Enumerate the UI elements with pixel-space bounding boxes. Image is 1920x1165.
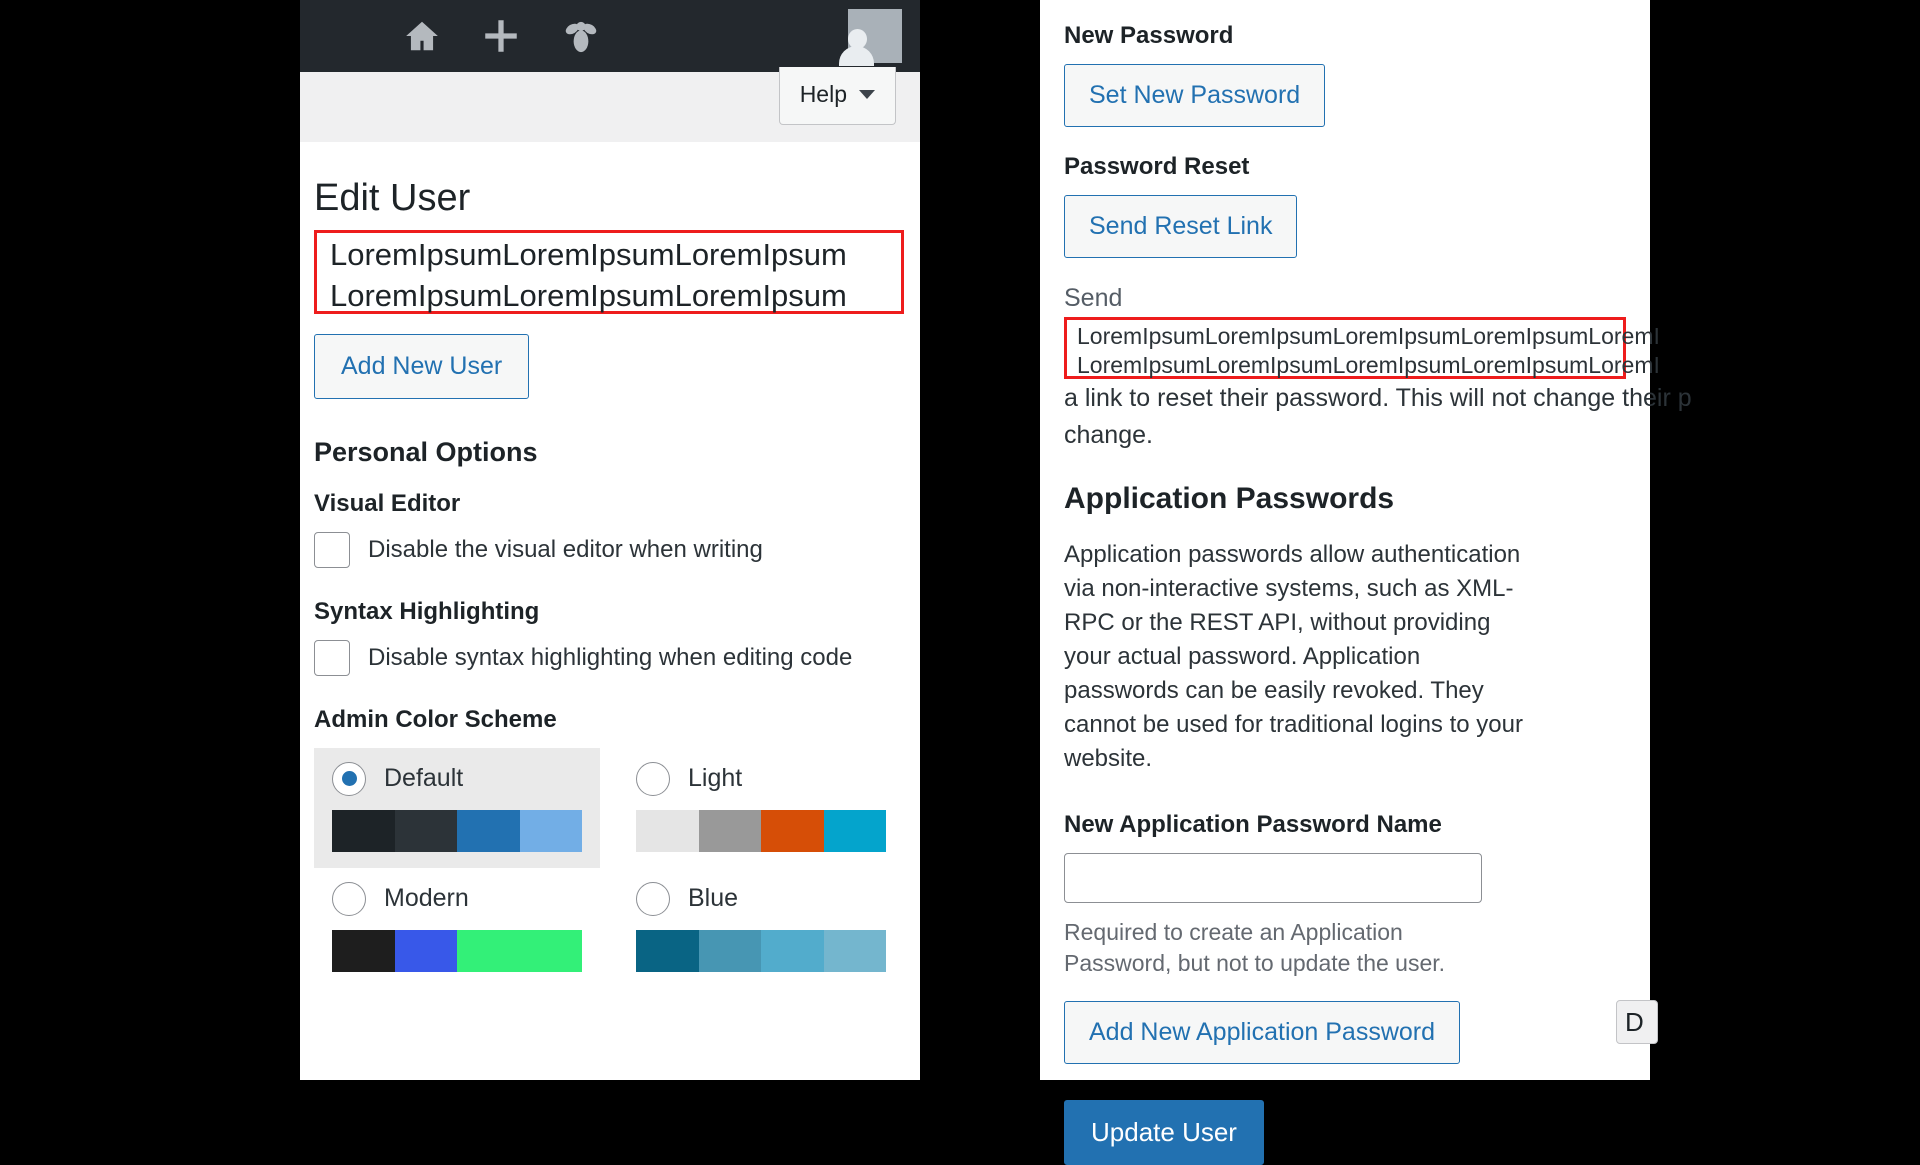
left-browser-panel [300,0,920,1080]
color-scheme-swatches [332,810,582,852]
admin-color-scheme-options [314,748,904,988]
lorem-line: LoremIpsumLoremIpsumLoremIpsum [330,236,847,272]
color-scheme-label: Modern [384,884,469,913]
help-button-label: Help [799,81,847,107]
hamburger-icon[interactable] [318,19,364,53]
left-content [300,176,920,988]
syntax-highlighting-heading: Syntax Highlighting [314,597,540,625]
application-passwords-title: Application Passwords [1064,482,1395,515]
disable-syntax-highlighting-checkbox[interactable] [314,640,350,676]
reset-description-line-2: change. [1064,420,1153,449]
color-scheme-option-default[interactable] [314,748,600,868]
wp-admin-bar [300,0,920,72]
set-new-password-button[interactable]: Set New Password [1064,64,1325,127]
bee-icon[interactable] [558,15,604,57]
lorem-line: LoremIpsumLoremIpsumLoremIpsum [330,277,847,313]
avatar[interactable] [848,9,902,63]
color-scheme-swatches [636,930,886,972]
visual-editor-heading: Visual Editor [314,489,461,517]
color-scheme-label: Blue [688,884,739,913]
lorem-line: LoremIpsumLoremIpsumLoremIpsumLoremIpsumLoremI [1077,352,1660,379]
page-title: Edit User [314,177,471,219]
color-scheme-option-light[interactable] [618,748,904,868]
color-scheme-label: Light [688,764,743,793]
home-icon[interactable] [400,17,444,55]
send-reset-link-button[interactable]: Send Reset Link [1064,195,1297,258]
highlighted-lorem-block-left [314,230,904,314]
application-passwords-description: Application passwords allow authentication via non-interactive systems, such as XML-RPC or the REST API, without providing your actual password. Application passwords can be easily revoked. They cannot be used for traditional logins to your website. [1064,541,1523,773]
color-scheme-radio-light[interactable] [636,762,670,796]
highlighted-lorem-block-right [1064,317,1660,379]
syntax-highlighting-row[interactable] [314,640,904,676]
color-scheme-swatches [636,810,886,852]
add-new-application-password-button[interactable]: Add New Application Password [1064,1001,1460,1064]
send-label: Send [1064,284,1123,312]
disable-syntax-highlighting-label: Disable syntax highlighting when editing code [368,643,853,671]
chevron-down-icon [859,90,875,99]
color-scheme-radio-modern[interactable] [332,882,366,916]
color-scheme-radio-default[interactable] [332,762,366,796]
help-row [300,72,920,142]
new-application-password-name-input[interactable] [1064,853,1482,903]
color-scheme-label: Default [384,764,464,793]
application-password-hint: Required to create an Application Password, but not to update the user. [1064,918,1446,976]
right-browser-panel [1040,0,1692,1148]
disable-visual-editor-checkbox[interactable] [314,532,350,568]
new-password-heading: New Password [1064,22,1234,49]
visual-editor-row[interactable] [314,532,904,568]
color-scheme-swatches [332,930,582,972]
update-user-button[interactable]: Update User [1064,1100,1264,1165]
personal-options-heading: Personal Options [314,436,538,467]
add-new-user-button[interactable]: Add New User [314,334,529,399]
disable-visual-editor-label: Disable the visual editor when writing [368,535,763,563]
new-application-password-name-label: New Application Password Name [1064,810,1442,838]
admin-color-scheme-heading: Admin Color Scheme [314,705,557,733]
reset-description-line-1: a link to reset their password. This will not change their p [1064,384,1692,412]
help-button[interactable] [779,67,896,125]
plus-icon[interactable] [480,15,522,57]
color-scheme-option-blue[interactable] [618,868,904,988]
lorem-line: LoremIpsumLoremIpsumLoremIpsumLoremIpsumLoremI [1077,323,1660,349]
color-scheme-option-modern[interactable] [314,868,600,988]
password-reset-heading: Password Reset [1064,153,1250,180]
corner-chip[interactable]: D [1616,1000,1658,1044]
color-scheme-radio-blue[interactable] [636,882,670,916]
